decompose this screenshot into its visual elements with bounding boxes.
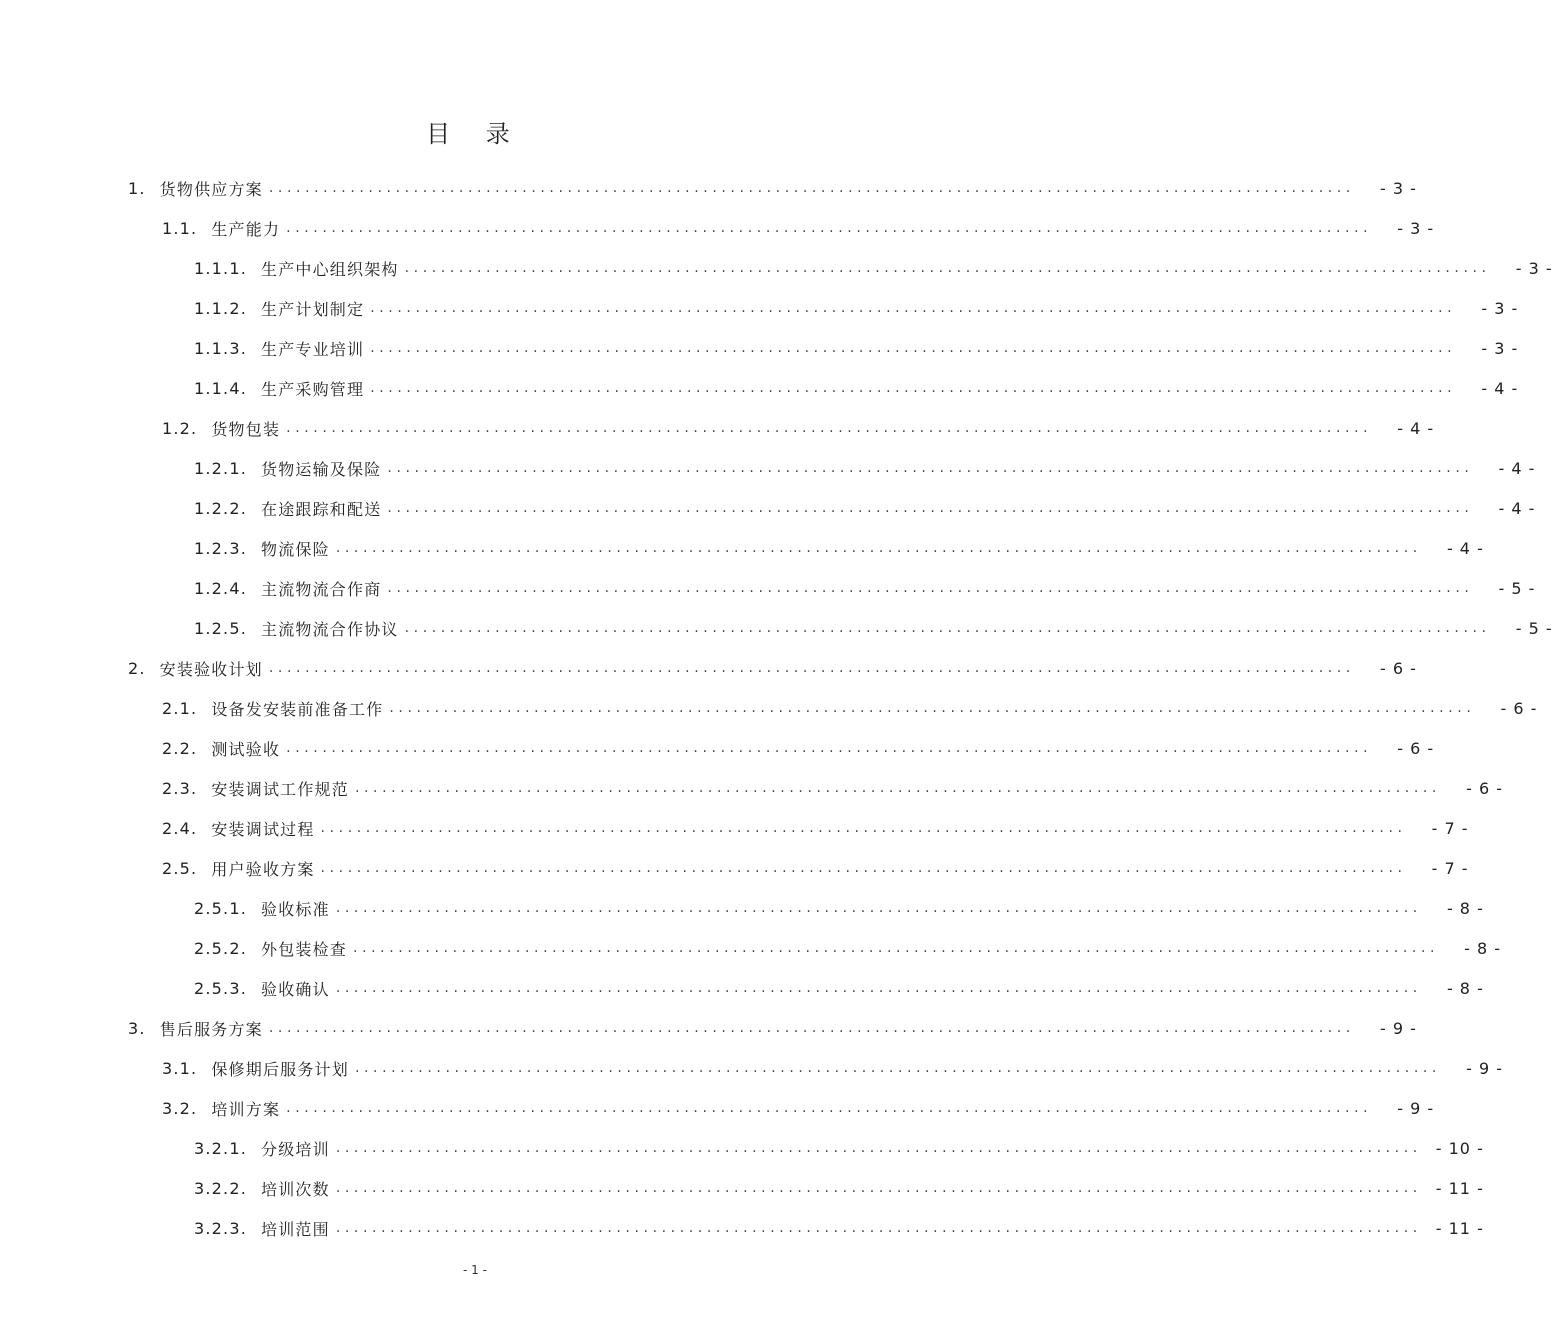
toc-entry-number: 1.2.3. <box>194 538 247 558</box>
toc-dot-leader: ........................................................................................................................ <box>387 500 1474 516</box>
toc-entry[interactable] <box>162 768 1503 808</box>
toc-entry[interactable] <box>194 488 1536 528</box>
toc-entry-label: 货物包装 <box>211 419 281 439</box>
toc-entry-number: 3.1. <box>162 1058 198 1078</box>
toc-entry-page: - 7 - <box>1431 858 1469 878</box>
toc-dot-leader: ........................................................................................................................ <box>354 1060 1441 1076</box>
toc-dot-leader: ........................................................................................................................ <box>370 340 1457 356</box>
toc-entry-number: 1.2.5. <box>194 618 247 638</box>
toc-entry[interactable] <box>128 1008 1417 1048</box>
toc-dot-leader: ........................................................................................................................ <box>353 940 1440 956</box>
page-number-footer: - 1 - <box>463 1263 487 1277</box>
toc-entry[interactable] <box>162 808 1469 848</box>
toc-entry-number: 2.3. <box>162 778 198 798</box>
toc-entry-page: - 9 - <box>1466 1058 1503 1078</box>
toc-entry-number: 1. <box>128 178 146 198</box>
toc-entry-page: - 4 - <box>1498 458 1536 478</box>
toc-entry-page: - 4 - <box>1498 498 1536 518</box>
toc-dot-leader: ........................................................................................................................ <box>286 740 1373 756</box>
toc-dot-leader: ........................................................................................................................ <box>286 1100 1373 1116</box>
toc-entry[interactable] <box>162 1088 1435 1128</box>
toc-entry[interactable] <box>194 608 1553 648</box>
toc-dot-leader: ........................................................................................................................ <box>268 1020 1355 1036</box>
toc-dot-leader: ........................................................................................................................ <box>335 900 1422 916</box>
toc-entry-number: 3. <box>128 1018 146 1038</box>
toc-dot-leader: ........................................................................................................................ <box>335 980 1422 996</box>
toc-dot-leader: ........................................................................................................................ <box>354 780 1441 796</box>
toc-dot-leader: ........................................................................................................................ <box>286 420 1373 436</box>
toc-dot-leader: ........................................................................................................................ <box>335 1180 1422 1196</box>
toc-entry[interactable] <box>162 408 1435 448</box>
toc-dot-leader: ........................................................................................................................ <box>320 820 1407 836</box>
toc-entry-page: - 3 - <box>1481 338 1519 358</box>
toc-entry-page: - 6 - <box>1500 698 1538 718</box>
toc-dot-leader: ........................................................................................................................ <box>389 700 1476 716</box>
toc-entry-label: 验收确认 <box>261 979 330 999</box>
toc-entry-page: - 4 - <box>1397 418 1435 438</box>
toc-entry-number: 1.2. <box>162 418 198 438</box>
toc-dot-leader: ........................................................................................................................ <box>320 860 1407 876</box>
toc-entry-number: 1.1.3. <box>194 338 247 358</box>
toc-entry-label: 安装调试过程 <box>211 819 315 839</box>
toc-entry-label: 安装验收计划 <box>159 659 263 679</box>
toc-entry-label: 物流保险 <box>261 539 330 559</box>
toc-entry-label: 测试验收 <box>211 739 281 759</box>
toc-entry-number: 1.2.2. <box>194 498 247 518</box>
toc-entry-number: 2.1. <box>162 698 198 718</box>
toc-dot-leader: ........................................................................................................................ <box>335 1220 1422 1236</box>
toc-entry-number: 2.4. <box>162 818 198 838</box>
toc-entry-number: 1.1.1. <box>194 258 247 278</box>
toc-entry-page: - 6 - <box>1380 658 1417 678</box>
toc-entry-number: 2.5.1. <box>194 898 247 918</box>
toc-entry-page: - 10 - <box>1435 1138 1484 1158</box>
toc-entry[interactable] <box>162 848 1469 888</box>
toc-entry[interactable] <box>162 728 1435 768</box>
toc-entry[interactable] <box>162 1048 1503 1088</box>
toc-entry[interactable] <box>128 168 1417 208</box>
toc-entry-number: 2.5. <box>162 858 198 878</box>
toc-entry-label: 货物运输及保险 <box>261 459 382 479</box>
toc-entry-label: 安装调试工作规范 <box>211 779 349 799</box>
toc-entry[interactable] <box>194 1168 1484 1208</box>
toc-entry-label: 用户验收方案 <box>211 859 315 879</box>
toc-entry[interactable] <box>194 928 1502 968</box>
toc-dot-leader: ........................................................................................................................ <box>387 580 1474 596</box>
toc-entry-label: 生产专业培训 <box>261 339 365 359</box>
toc-entry-number: 1.1. <box>162 218 198 238</box>
toc-entry-number: 3.2. <box>162 1098 198 1118</box>
toc-entry-number: 1.1.2. <box>194 298 247 318</box>
toc-entry[interactable] <box>194 568 1536 608</box>
toc-entry-number: 2.5.2. <box>194 938 247 958</box>
toc-entry[interactable] <box>194 528 1484 568</box>
toc-entry-number: 2. <box>128 658 146 678</box>
toc-entry[interactable] <box>194 248 1553 288</box>
toc-entry[interactable] <box>194 888 1484 928</box>
toc-entry-label: 生产采购管理 <box>261 379 365 399</box>
toc-dot-leader: ........................................................................................................................ <box>268 180 1355 196</box>
toc-entry-page: - 11 - <box>1435 1218 1484 1238</box>
toc-entry-number: 2.2. <box>162 738 198 758</box>
toc-entry-page: - 8 - <box>1464 938 1502 958</box>
toc-dot-leader: ........................................................................................................................ <box>404 260 1491 276</box>
toc-entry-label: 保修期后服务计划 <box>211 1059 349 1079</box>
toc-entry[interactable] <box>128 648 1417 688</box>
toc-entry-page: - 11 - <box>1435 1178 1484 1198</box>
toc-dot-leader: ........................................................................................................................ <box>387 460 1474 476</box>
toc-entry[interactable] <box>194 1208 1484 1248</box>
toc-entry-label: 培训范围 <box>261 1219 330 1239</box>
toc-entry-label: 货物供应方案 <box>159 179 263 199</box>
toc-entry-label: 培训次数 <box>261 1179 330 1199</box>
toc-entry[interactable] <box>194 968 1484 1008</box>
toc-entry-label: 设备发安装前准备工作 <box>211 699 384 719</box>
toc-entry-number: 1.1.4. <box>194 378 247 398</box>
toc-entry-label: 主流物流合作协议 <box>261 619 399 639</box>
toc-entry-page: - 3 - <box>1397 218 1435 238</box>
toc-dot-leader: ........................................................................................................................ <box>268 660 1355 676</box>
toc-entry-number: 3.2.3. <box>194 1218 247 1238</box>
toc-entry-number: 1.2.4. <box>194 578 247 598</box>
toc-heading: 目 录 <box>426 120 524 148</box>
toc-entry-label: 分级培训 <box>261 1139 330 1159</box>
toc-entry-page: - 8 - <box>1446 978 1484 998</box>
toc-entry[interactable] <box>162 208 1435 248</box>
toc-entry-page: - 9 - <box>1380 1018 1417 1038</box>
toc-entry[interactable] <box>194 368 1519 408</box>
toc-entry-page: - 4 - <box>1446 538 1484 558</box>
toc-dot-leader: ........................................................................................................................ <box>370 300 1457 316</box>
toc-entry-label: 主流物流合作商 <box>261 579 382 599</box>
toc-dot-leader: ........................................................................................................................ <box>335 540 1422 556</box>
toc-entry-label: 生产能力 <box>211 219 281 239</box>
toc-entry-page: - 3 - <box>1481 298 1519 318</box>
toc-dot-leader: ........................................................................................................................ <box>286 220 1373 236</box>
toc-entry-page: - 3 - <box>1515 258 1553 278</box>
toc-entry-label: 培训方案 <box>211 1099 281 1119</box>
toc-entry-label: 生产计划制定 <box>261 299 365 319</box>
toc-dot-leader: ........................................................................................................................ <box>335 1140 1422 1156</box>
toc-entry-page: - 5 - <box>1498 578 1536 598</box>
toc-entry[interactable] <box>194 288 1519 328</box>
toc-entry-page: - 6 - <box>1397 738 1435 758</box>
toc-entry-number: 1.2.1. <box>194 458 247 478</box>
toc-dot-leader: ........................................................................................................................ <box>370 380 1457 396</box>
toc-entry[interactable] <box>194 448 1536 488</box>
toc-entry[interactable] <box>194 1128 1484 1168</box>
toc-entry-page: - 3 - <box>1380 178 1417 198</box>
toc-entry-label: 在途跟踪和配送 <box>261 499 382 519</box>
toc-entry-number: 3.2.2. <box>194 1178 247 1198</box>
toc-entry-page: - 6 - <box>1466 778 1503 798</box>
toc-entry-page: - 4 - <box>1481 378 1519 398</box>
toc-entry-label: 验收标准 <box>261 899 330 919</box>
toc-entry-number: 2.5.3. <box>194 978 247 998</box>
toc-entry-label: 生产中心组织架构 <box>261 259 399 279</box>
toc-dot-leader: ........................................................................................................................ <box>404 620 1491 636</box>
toc-entry-number: 3.2.1. <box>194 1138 247 1158</box>
toc-entry[interactable] <box>194 328 1519 368</box>
toc-entry-label: 外包装检查 <box>261 939 348 959</box>
toc-entry[interactable] <box>162 688 1538 728</box>
toc-entry-page: - 8 - <box>1446 898 1484 918</box>
toc-entry-label: 售后服务方案 <box>159 1019 263 1039</box>
toc-entry-page: - 9 - <box>1397 1098 1435 1118</box>
toc-entry-page: - 7 - <box>1431 818 1469 838</box>
toc-entry-page: - 5 - <box>1515 618 1553 638</box>
